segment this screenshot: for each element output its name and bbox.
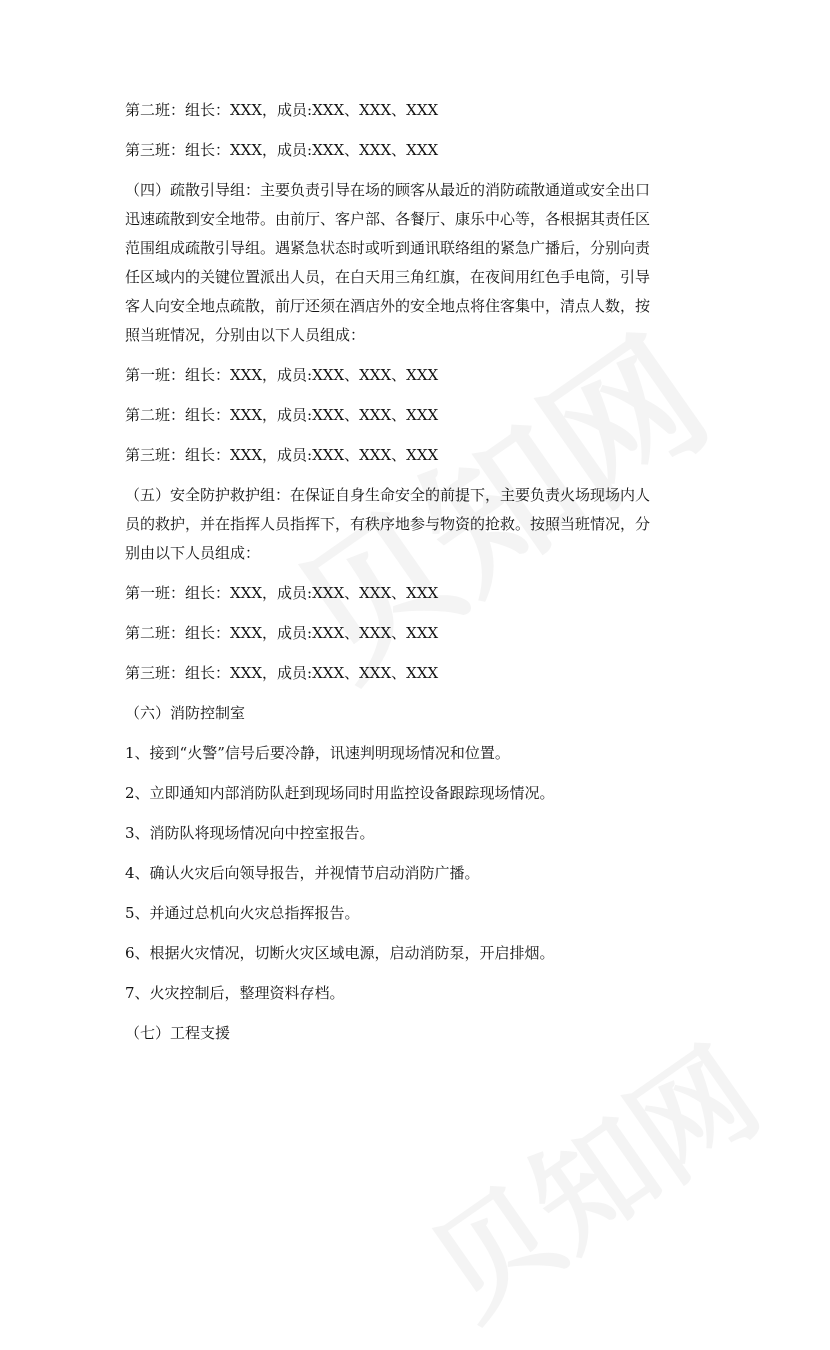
paragraph-line: 别由以下人员组成： — [125, 544, 261, 562]
section-6-title: （六）消防控制室 — [125, 704, 246, 722]
paragraph-line: 员的救护，并在指挥人员指挥下，有秩序地参与物资的抢救。按照当班情况，分 — [125, 515, 651, 533]
paragraph-line: （四）疏散引导组：主要负责引导在场的顾客从最近的消防疏散通道或安全出口 — [125, 181, 651, 199]
paragraph-line: 照当班情况，分别由以下人员组成： — [125, 326, 366, 344]
team-line: 第三班：组长：XXX，成员:XXX、XXX、XXX — [125, 141, 439, 159]
team-line: 第二班：组长：XXX，成员:XXX、XXX、XXX — [125, 624, 439, 642]
step-item: 4、确认火灾后向领导报告，并视情节启动消防广播。 — [125, 864, 480, 882]
step-item: 5、并通过总机向火灾总指挥报告。 — [125, 904, 360, 922]
step-item: 2、立即通知内部消防队赶到现场同时用监控设备跟踪现场情况。 — [125, 784, 555, 802]
paragraph-line: 客人向安全地点疏散，前厅还须在酒店外的安全地点将住客集中，清点人数，按 — [125, 297, 651, 315]
step-item: 6、根据火灾情况，切断火灾区域电源，启动消防泵，开启排烟。 — [125, 944, 555, 962]
paragraph-line: 任区域内的关键位置派出人员，在白天用三角红旗，在夜间用红色手电筒，引导 — [125, 268, 651, 286]
team-line: 第一班：组长：XXX，成员:XXX、XXX、XXX — [125, 366, 439, 384]
team-line: 第二班：组长：XXX，成员:XXX、XXX、XXX — [125, 101, 439, 119]
document-body — [125, 96, 695, 1048]
paragraph-line: （五）安全防护救护组：在保证自身生命安全的前提下，主要负责火场现场内人 — [125, 486, 651, 504]
watermark-bottom — [393, 1002, 787, 1349]
team-line: 第二班：组长：XXX，成员:XXX、XXX、XXX — [125, 406, 439, 424]
step-item: 1、接到“火警”信号后要冷静，讯速判明现场情况和位置。 — [125, 744, 510, 762]
section-7-title: （七）工程支援 — [125, 1024, 231, 1042]
section-5-paragraph — [125, 481, 695, 568]
paragraph-line: 范围组成疏散引导组。遇紧急状态时或听到通讯联络组的紧急广播后，分别向责 — [125, 239, 651, 257]
paragraph-line: 迅速疏散到安全地带。由前厅、客户部、各餐厅、康乐中心等，各根据其责任区 — [125, 210, 651, 228]
section-4-paragraph — [125, 176, 695, 350]
step-item: 3、消防队将现场情况向中控室报告。 — [125, 824, 375, 842]
team-line: 第三班：组长：XXX，成员:XXX、XXX、XXX — [125, 664, 439, 682]
team-line: 第三班：组长：XXX，成员:XXX、XXX、XXX — [125, 446, 439, 464]
team-line: 第一班：组长：XXX，成员:XXX、XXX、XXX — [125, 584, 439, 602]
step-item: 7、火灾控制后，整理资料存档。 — [125, 984, 345, 1002]
